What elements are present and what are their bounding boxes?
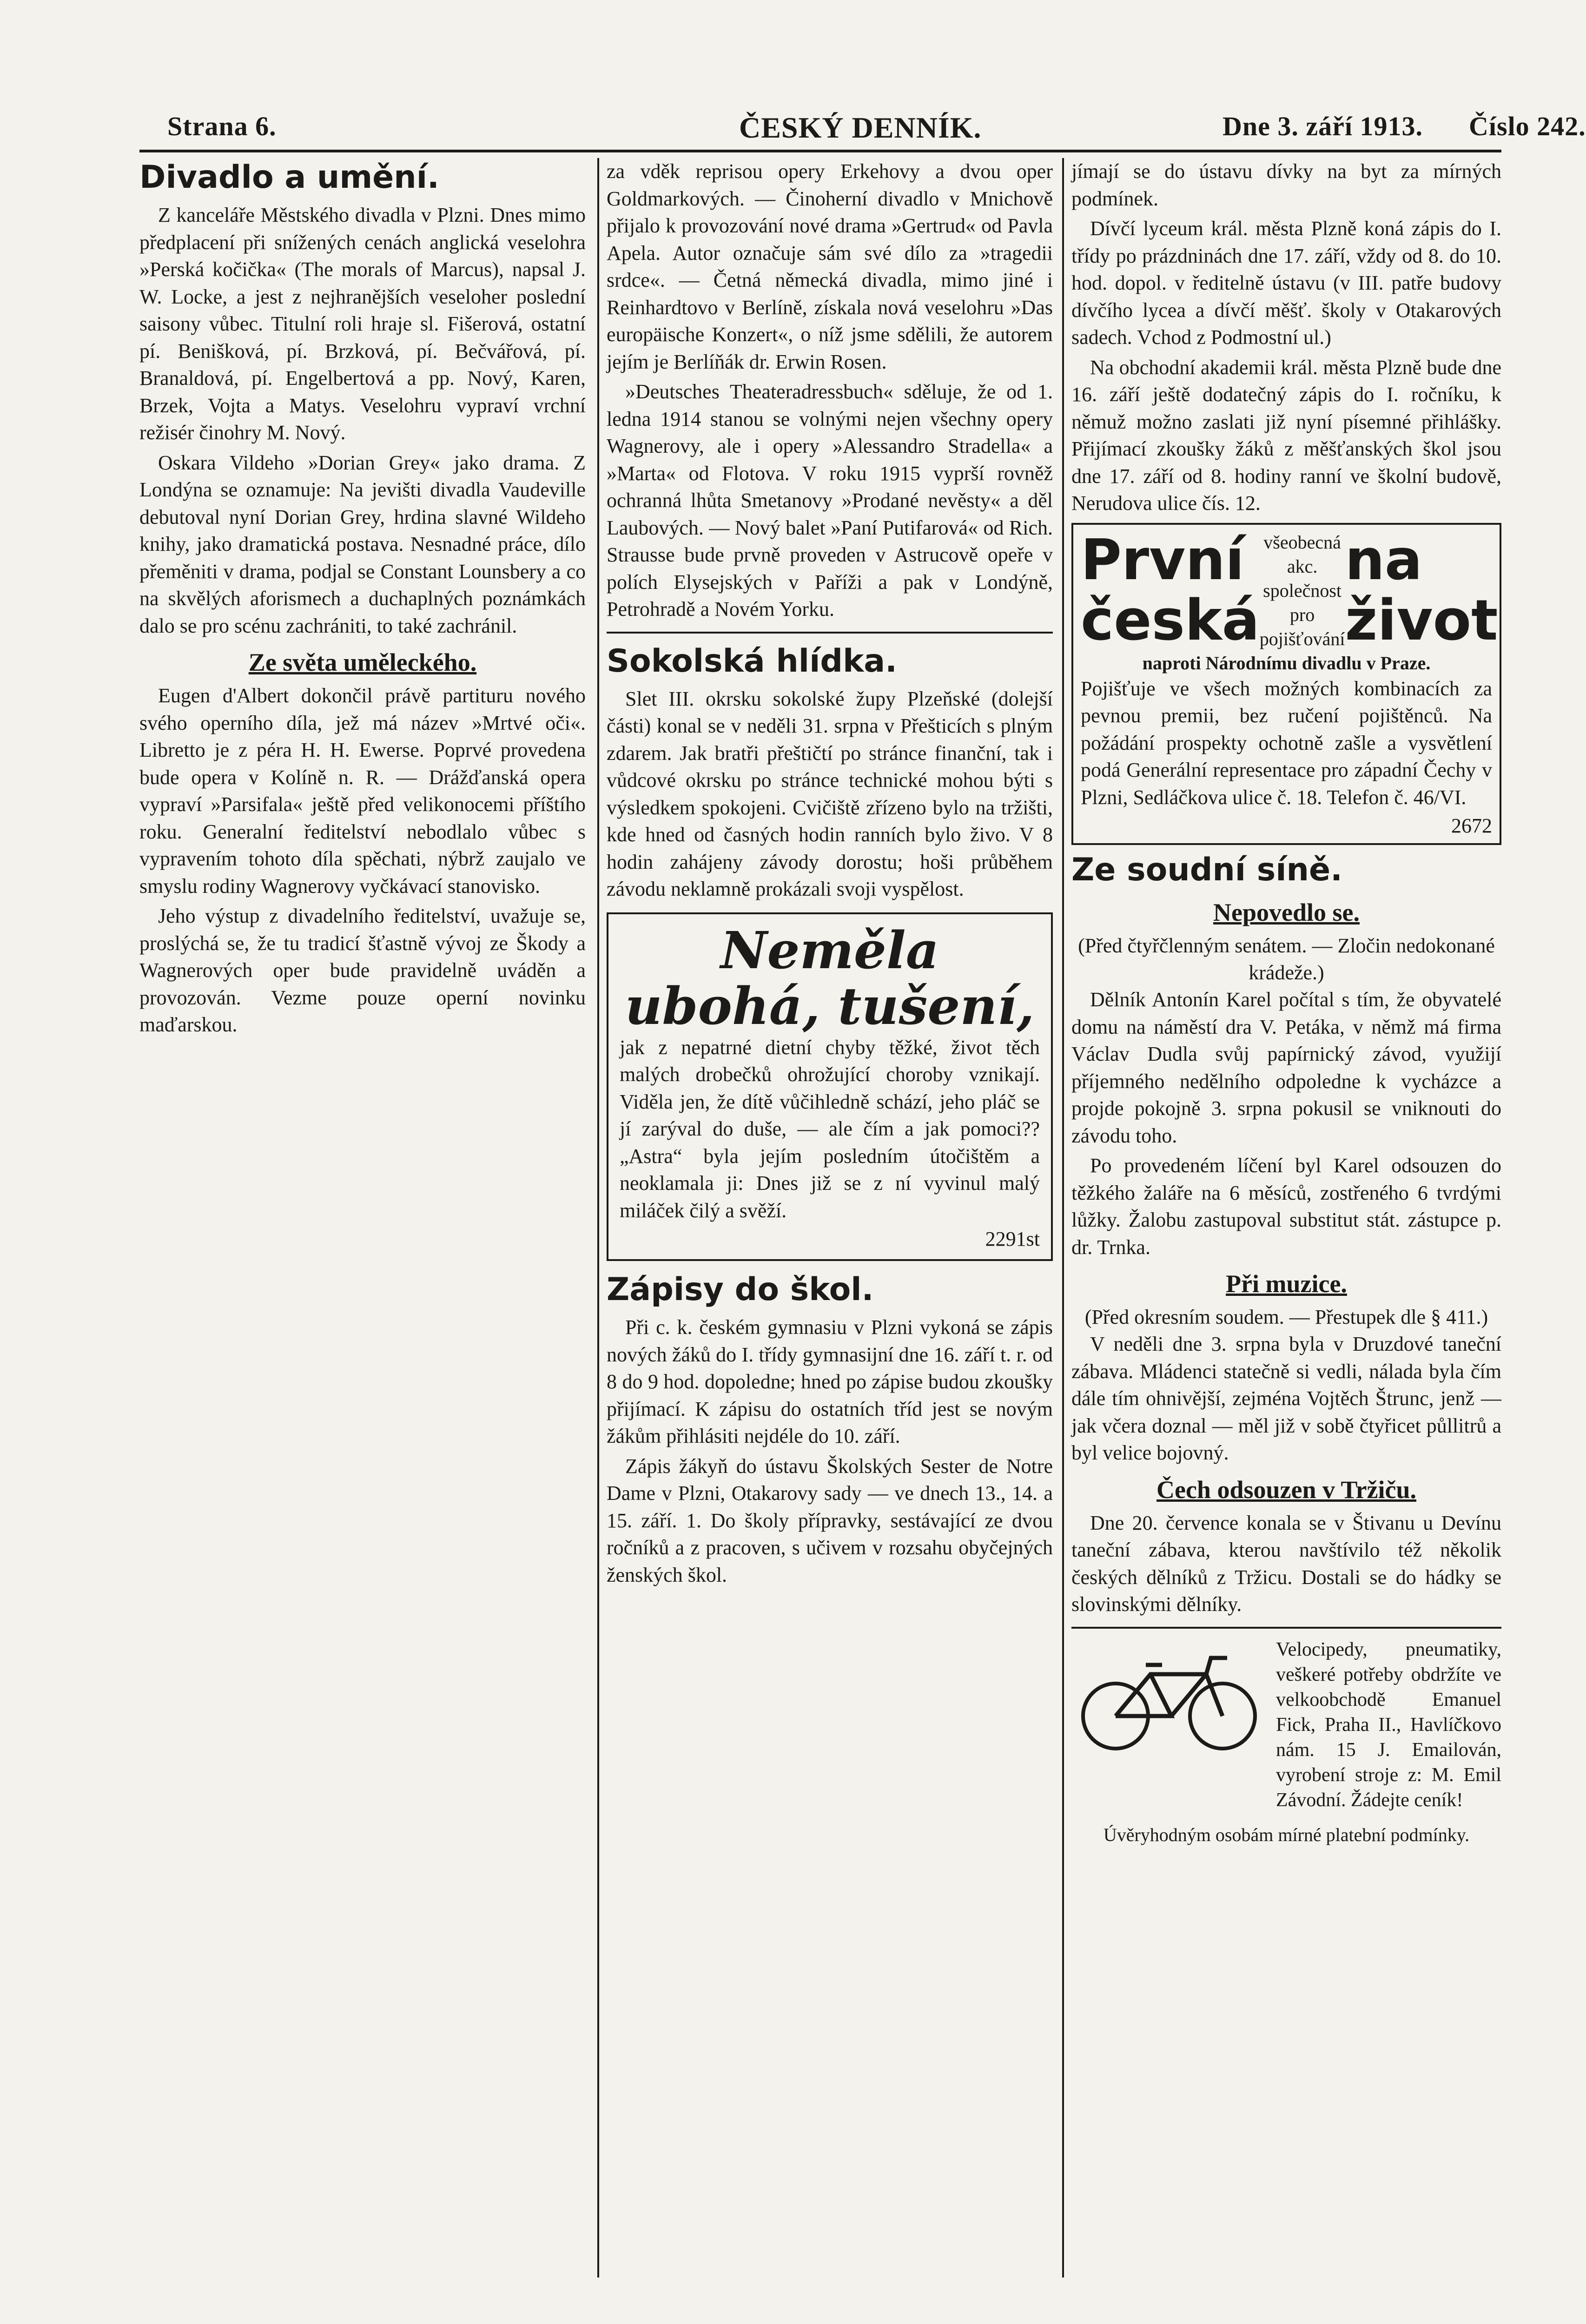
ad-headline: Neměla ubohá, tušení,	[625, 920, 1035, 1036]
ad-middle-text: všeobecná akc. společnost pro pojišťování	[1259, 531, 1345, 649]
page-header	[139, 111, 1586, 150]
subsection-title: Ze světa uměleckého.	[248, 648, 477, 676]
section-title: Ze soudní síně.	[1071, 852, 1342, 888]
subsection-title: Čech odsouzen v Tržiču.	[1156, 1475, 1416, 1504]
astra-advertisement	[607, 912, 1053, 1261]
issue-date: Dne 3. září 1913.	[1223, 111, 1423, 141]
masthead-title: ČESKÝ DENNÍK.	[739, 111, 982, 144]
article-paragraph: Dívčí lyceum král. města Plzně koná zápis do I. třídy po prázdninách dne 17. září, vždy od 8. do 10. hod. dopol. v ředitelně ústavu (v III. patře budovy dívčího lycea a dívčí měšť. školy v Otakarových sadech. Vchod z Podmostní ul.)	[1071, 217, 1501, 349]
page-number: Strana 6.	[167, 111, 277, 141]
article-paragraph: Dělník Antonín Karel počítal s tím, že obyvatelé domu na náměstí dra V. Petáka, v němž má firma Václav Dudla svůj papírnický závod, využijí příjemného nedělního odpoledne k vycházce a projde pokojně 3. srpna pokusil se vniknouti do závodu toho.	[1071, 988, 1501, 1147]
subsection-title: Při muzice.	[1226, 1270, 1347, 1298]
article-paragraph: Z kanceláře Městského divadla v Plzni. Dnes mimo předplacení při snížených cenách anglická veselohra »Perská kočička« (The morals of Marcus), napsal J. W. Locke, a jest z nejhranějších veseloher poslední saisony vůbec. Titulní roli hraje sl. Fišerová, ostatní pí. Benišková, pí. Brzková, pí. Bečvářová, pí. Branaldová, pí. Engelbertová a pp. Nový, Karen, Brzek, Vojta a Matys. Veselohru vypraví vrchní režisér činohry M. Nový.	[139, 204, 586, 444]
article-paragraph: »Deutsches Theateradressbuch« sděluje, že od 1. ledna 1914 stanou se volnými nejen všechny opery Wagnerovy, ale i opery »Alessandro Stradella« a »Marta« od Flotova. V roku 1915 vyprší rovněž ochranná lhůta Smetanovy »Prodané nevěsty« a děl Laubových. — Nový balet »Paní Putifarová« od Rich. Strausse bude prvně proveden v Astrucově opeře v polích Elysejských v Paříži a pak v Londýně, Petrohradě a Novém Yorku.	[607, 380, 1053, 621]
column-divider	[1062, 158, 1064, 2278]
subsection-title: Nepovedlo se.	[1213, 898, 1360, 926]
ad-left-text: První česká	[1081, 528, 1260, 653]
divider	[1071, 1627, 1501, 1629]
article-paragraph: Dne 20. července konala se v Štivanu u Devínu taneční zábava, kterou navštívilo též několik českých dělníků z Tržicu. Dostali se do hádky se slovinskými dělníky.	[1071, 1511, 1501, 1616]
article-paragraph: Eugen d'Albert dokončil právě partituru nového svého operního díla, jež má název »Mrtvé oči«. Libretto je z péra H. H. Ewerse. Poprvé provedena bude opera v Kolíně n. R. — Drážďanská opera vypraví »Parsifala« ještě před velikonocemi příštího roku. Generalní ředitelství nebodlalo vůbec s vypravením tohoto díla spěchati, nýbrž zaujalo ve smyslu rodiny Wagnerovy vyčkávací stanovisko.	[139, 684, 586, 898]
ad-subtitle: naproti Národnímu divadlu v Praze.	[1142, 652, 1431, 673]
issue-number: Číslo 242.	[1469, 111, 1586, 141]
insurance-advertisement	[1071, 523, 1501, 845]
article-paragraph: Oskara Vildeho »Dorian Grey« jako drama. Z Londýna se oznamuje: Na jevišti divadla Vaudeville debutoval nyní Dorian Grey, hrdina slavné Wildeho knihy, jako dramatická postava. Nesnadné práce, dílo přeměniti v drama, podjal se Constant Lounsbery a co na skvělých aforismech a duchaplných poznámkách dalo se pro scénu zachrániti, to také zachránil.	[139, 451, 586, 637]
ad-right-text: na život	[1345, 528, 1498, 653]
column-divider	[597, 158, 599, 2278]
subsection-subtitle: (Před okresním soudem. — Přestupek dle § 411.)	[1084, 1306, 1488, 1328]
divider	[607, 632, 1053, 634]
ad-footer: Úvěryhodným osobám mírné platební podmínky.	[1103, 1824, 1470, 1845]
section-title: Zápisy do škol.	[607, 1271, 874, 1308]
article-paragraph: Zápis žákyň do ústavu Školských Sester de Notre Dame v Plzni, Otakarovy sady — ve dnech 13., 14. a 15. září. 1. Do školy přípravky, sestávající ze dvou ročníků a z pracoven, s učivem v rozsahu obyčejných ženských škol.	[607, 1454, 1053, 1586]
column-2	[607, 158, 1053, 2278]
ad-text: Velocipedy, pneumatiky, veškeré potřeby obdržíte ve velkoobchodě Emanuel Fick, Praha II., Havlíčkovo nám. 15 J. Emailován, vyrobení stroje z: M. Emil Závodní. Žádejte ceník!	[1276, 1638, 1501, 1811]
article-paragraph: Po provedeném líčení byl Karel odsouzen do těžkého žaláře na 6 měsíců, zostřeného 6 tvrdými lůžky. Žalobu zastupoval substitut stát. zástupce p. dr. Trnka.	[1071, 1154, 1501, 1259]
subsection-subtitle: (Před čtyřčlenným senátem. — Zločin nedokonané krádeže.)	[1078, 934, 1495, 984]
ad-text: Pojišťuje ve všech možných kombinacích za pevnou premii, bez ručení pojištěnců. Na požádání prospekty ochotně zašle a vysvětlení podá Generální representace pro západní Čechy v Plzni, Sedláčkova ulice č. 18. Telefon č. 46/VI.	[1081, 677, 1492, 809]
article-paragraph: Na obchodní akademii král. města Plzně bude dne 16. září ještě dodatečný zápis do I. ročníku, k němuž možno zaslati již nyní písemné přihlášky. Přijímací zkoušky žáků z měšťanských škol jsou dne 17. září od 8. hodiny ranní ve školní budově, Nerudova ulice čís. 12.	[1071, 356, 1501, 515]
header-rule	[139, 150, 1501, 152]
ad-text: jak z nepatrné dietní chyby těžké, život těch malých drobečků ohrožující choroby vznikají. Viděla jen, že dítě vůčihledně schází, jeho pláč se jí zarýval do duše, — ale čím a jak pomoci?? „Astra“ byla jejím posledním útočištěm a neoklamala ji: Dnes již se z ní vyvinul malý miláček čilý a svěží.	[620, 1036, 1040, 1222]
article-paragraph: Slet III. okrsku sokolské župy Plzeňské (dolejší části) konal se v neděli 31. srpna v Přešticích s plným zdarem. Jak bratři přeštičtí po stránce finanční, tak i vůdcové okrsku po stránce technické mohou býti s výsledkem spokojeni. Cvičiště zřízeno bylo na tržišti, kde hned od časných hodin ranních bylo živo. V 8 hodin zahájeny závody dorostu; hoši průběhem závodu neklamně prokázali svoji vyspělost.	[607, 687, 1053, 900]
ad-code: 2291st	[985, 1228, 1040, 1250]
article-paragraph: Při c. k. českém gymnasiu v Plzni vykoná se zápis nových žáků do I. třídy gymnasijní dne 16. září t. r. od 8 do 9 hod. dopoledne; hned po zápise budou zkoušky přijímací. K zápisu do ostatních tříd jest se novým žákům přihlásiti nejdéle do 10. září.	[607, 1316, 1053, 1447]
section-title: Divadlo a umění.	[139, 159, 439, 196]
column-3	[1071, 158, 1501, 2278]
article-paragraph: za vděk reprisou opery Erkehovy a dvou oper Goldmarkových. — Činoherní divadlo v Mnichově přijalo k provozování nové drama »Gertrud« od Pavla Apela. Autor označuje sám své dílo za »tragedii srdce«. — Četná německá divadla, mimo jiné i Reinhardtovo v Berlíně, získala nová veselohru »Das europäische Konzert«, o níž jsme sdělili, že autorem jejím je Berlíňák dr. Erwin Rosen.	[607, 160, 1053, 373]
section-title: Sokolská hlídka.	[607, 642, 898, 680]
column-1	[139, 158, 586, 2278]
article-paragraph: V neděli dne 3. srpna byla v Druzdové taneční zábava. Mládenci statečně si vedli, nálada byla čím dále tím ohnivější, zejména Vojtěch Štrunc, jenž — jak včera doznal — měl již v sobě čtyřicet půllitrů a byl velice bojovný.	[1071, 1333, 1501, 1464]
bicycle-icon	[1071, 1637, 1267, 1753]
ad-code: 2672	[1451, 814, 1492, 837]
article-paragraph: jímají se do ústavu dívky na byt za mírných podmínek.	[1071, 160, 1501, 210]
article-paragraph: Jeho výstup z divadelního ředitelství, uvažuje se, proslýchá se, že tu tradicí šťastně vývoj ze Škody a Wagnerových oper bude pravidelně uváděn a provozován. Vezme pouze operní novinku maďarskou.	[139, 905, 586, 1036]
bicycle-advertisement	[1071, 1637, 1501, 1816]
